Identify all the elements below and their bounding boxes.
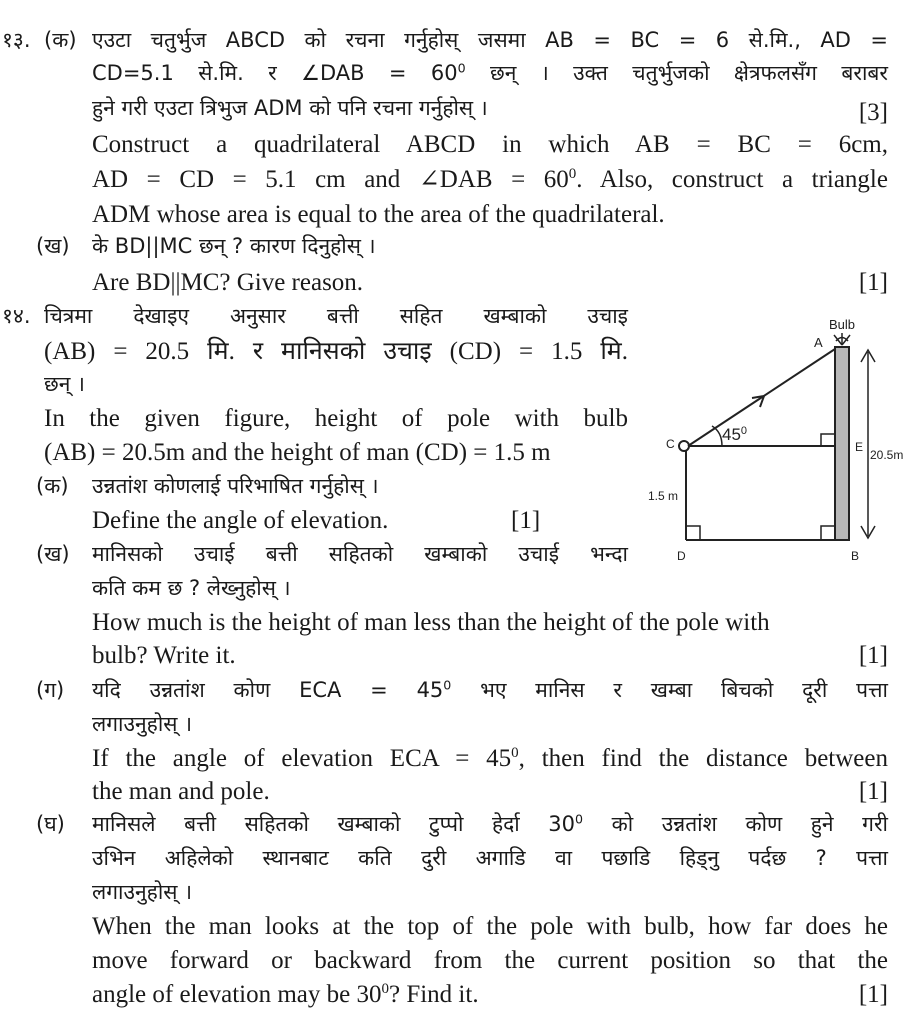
q14-ka-np: उन्नतांश कोणलाई परिभाषित गर्नुहोस् । (92, 474, 379, 498)
point-c-label: C (666, 437, 675, 451)
q14-en-line1: In the given figure, height of pole with bulb (44, 405, 628, 432)
q14-gha-np-line1: मानिसले बत्ती सहितको खम्बाको टुप्पो हेर्दा $30^0$ को उन्नतांश कोण हुने गरी (92, 811, 888, 836)
q14-gha-marks: [1] (858, 981, 888, 1008)
q14-ga-label: (ग) (36, 678, 65, 702)
q13-part-kha-label: (ख) (36, 234, 70, 258)
q13-part-ka-label: (क) (44, 28, 77, 52)
bulb-rays (834, 333, 850, 345)
pole-and-man-figure (630, 312, 918, 572)
q14-ga-np-line2: लगाउनुहोस् । (92, 712, 193, 736)
q14-np-line3: छन् । (44, 372, 86, 396)
q14-gha-label: (घ) (36, 812, 65, 836)
q13-ka-en-line3: ADM whose area is equal to the area of the quadrilateral. (92, 201, 665, 228)
q14-ga-marks: [1] (858, 778, 888, 805)
q14-gha-en-line2: move forward or backward from the current position so that the (92, 947, 888, 974)
q14-kha-np-line2: कति कम छ ? लेख्नुहोस् । (92, 576, 291, 600)
q14-ka-en: Define the angle of elevation. (92, 507, 389, 534)
q13-ka-en-line1: Construct a quadrilateral ABCD in which AB = BC = 6cm, (92, 131, 888, 158)
point-e-label: E (855, 440, 864, 454)
right-angle-e (821, 434, 835, 446)
q13-ka-np-line3: हुने गरी एउटा त्रिभुज ADM को पनि रचना गर्नुहोस् । (92, 96, 488, 120)
right-angle-d (686, 526, 700, 540)
q14-kha-en-line1: How much is the height of man less than the height of the pole with (92, 609, 770, 636)
point-d-label: D (677, 549, 686, 563)
q13-ka-en-line2: AD = CD = 5.1 cm and ∠DAB = $60^0$. Also, construct a triangle (92, 166, 888, 193)
point-b-label: B (851, 549, 860, 563)
q14-np-line2: (AB) = 20.5 मि. र मानिसको उचाइ (CD) = 1.5 मि. (44, 338, 628, 365)
q13-ka-np-line2: CD=5.1 से.मि. र ∠DAB = $60^0$ छन् । उक्त चतुर्भुजको क्षेत्रफलसँग बराबर (92, 60, 888, 85)
q14-gha-np-line2: उभिन अहिलेको स्थानबाट कति दुरी अगाडि वा पछाडि हिड्नु पर्दछ ? पत्ता (92, 846, 888, 870)
q14-number: १४. (2, 304, 31, 328)
q14-gha-np-line3: लगाउनुहोस् । (92, 880, 193, 904)
bulb-label: Bulb (829, 317, 856, 332)
man-head-icon (679, 441, 689, 451)
q13-number: १३. (2, 28, 31, 52)
q14-kha-label: (ख) (36, 542, 70, 566)
q14-ga-en-line1: If the angle of elevation ECA = $45^0$, then find the distance between (92, 745, 888, 772)
q14-ga-np-line1: यदि उन्नतांश कोण ECA = $45^0$ भए मानिस र खम्बा बिचको दूरी पत्ता (92, 677, 888, 702)
q13-ka-np-line1: एउटा चतुर्भुज ABCD को रचना गर्नुहोस् जसमा AB = BC = 6 से.मि., AD = (92, 28, 888, 52)
angle-label: $45^0$ (722, 425, 748, 444)
pole (835, 347, 849, 540)
right-angle-b (821, 526, 835, 540)
q13-kha-en: Are BD||MC? Give reason. (92, 269, 364, 296)
q14-gha-en-line3: angle of elevation may be $30^0$? Find it. (92, 981, 479, 1008)
q14-gha-en-line1: When the man looks at the top of the pole with bulb, how far does he (92, 913, 888, 940)
q14-ka-marks: [1] (511, 507, 541, 534)
point-a-label: A (814, 335, 823, 350)
pole-height-label: 20.5m (870, 448, 904, 462)
q13-kha-marks: [1] (858, 269, 888, 296)
q13-kha-np: के BD||MC छन् ? कारण दिनुहोस् । (92, 234, 376, 258)
q14-kha-np-line1: मानिसको उचाई बत्ती सहितको खम्बाको उचाई भन्दा (92, 542, 628, 566)
q14-en-line2: (AB) = 20.5m and the height of man (CD) = 1.5 m (44, 439, 551, 466)
q13-ka-marks: [3] (858, 99, 888, 126)
q14-ka-label: (क) (36, 474, 69, 498)
man-height-label: 1.5 m (648, 489, 679, 503)
q14-np-line1: चित्रमा देखाइए अनुसार बत्ती सहित खम्बाको उचाइ (44, 304, 628, 328)
q14-kha-en-line2: bulb? Write it. (92, 642, 236, 669)
q14-ga-en-line2: the man and pole. (92, 778, 270, 805)
line-of-sight (688, 349, 835, 446)
q14-kha-marks: [1] (858, 642, 888, 669)
